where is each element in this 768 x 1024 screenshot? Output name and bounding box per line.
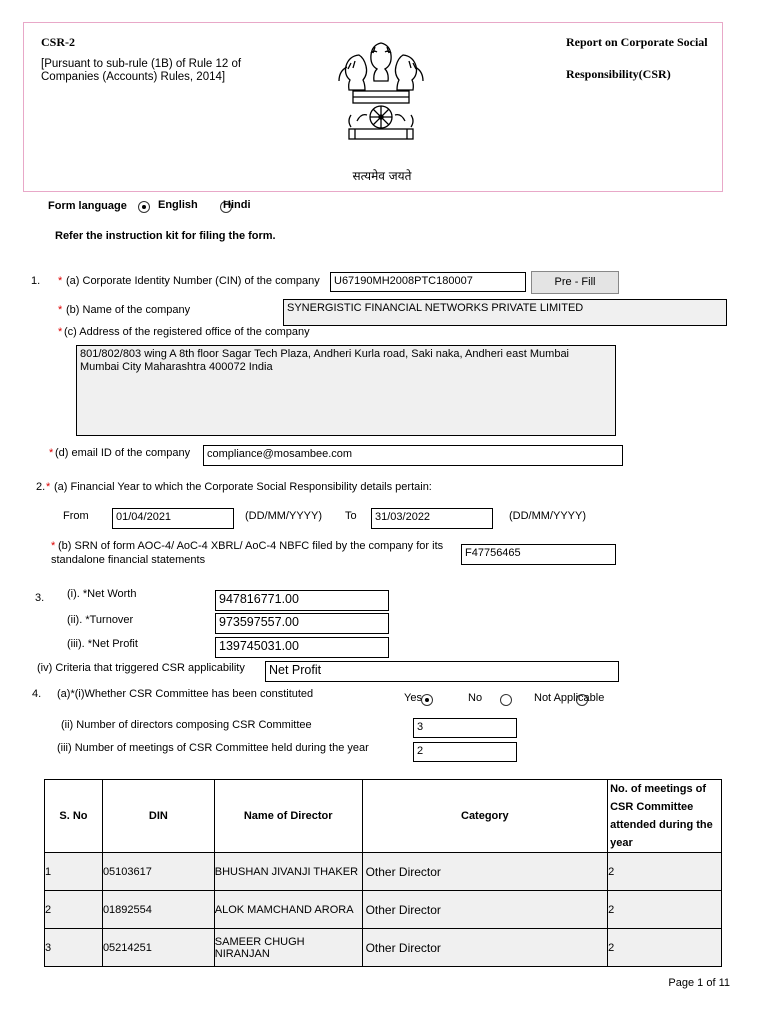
financial-year-label: (a) Financial Year to which the Corporate Social Responsibility details pertain: [54, 481, 432, 493]
from-date-format: (DD/MM/YYYY) [245, 510, 322, 522]
language-english-label: English [158, 199, 198, 211]
prefill-button[interactable]: Pre - Fill [531, 271, 619, 294]
address-label: (c) Address of the registered office of the company [64, 326, 310, 338]
committee-na-label: Not Applicable [534, 692, 605, 704]
cell-sno: 1 [45, 853, 103, 891]
required-mark: * [58, 326, 63, 338]
srn-label-line1: (b) SRN of form AOC-4/ AoC-4 XBRL/ AoC-4 NBFC filed by the company for its [58, 540, 444, 552]
email-field[interactable]: compliance@mosambee.com [203, 445, 623, 466]
committee-no-radio[interactable] [500, 694, 512, 706]
address-line2: Mumbai City Maharashtra 400072 India [80, 361, 273, 373]
turnover-label: (ii). *Turnover [67, 614, 134, 626]
cin-label: (a) Corporate Identity Number (CIN) of the company [66, 275, 320, 287]
cell-din: 01892554 [102, 891, 214, 929]
col-header-meetings-line: CSR Committee [610, 801, 694, 813]
net-worth-field[interactable]: 947816771.00 [215, 590, 389, 611]
cell-name: ALOK MAMCHAND ARORA [214, 891, 362, 929]
company-name-field[interactable]: SYNERGISTIC FINANCIAL NETWORKS PRIVATE LIMITED [283, 299, 727, 326]
required-mark: * [58, 275, 63, 287]
table-row [45, 929, 722, 967]
criteria-field[interactable]: Net Profit [265, 661, 619, 682]
meetings-count-field[interactable]: 2 [413, 742, 517, 762]
required-mark: * [58, 304, 63, 316]
criteria-label: (iv) Criteria that triggered CSR applicability [37, 662, 245, 674]
committee-yes-radio[interactable] [421, 694, 433, 706]
col-header-meetings [608, 780, 722, 853]
srn-field[interactable]: F47756465 [461, 544, 616, 565]
cin-field[interactable]: U67190MH2008PTC180007 [330, 272, 526, 292]
language-hindi-label: Hindi [223, 199, 251, 211]
cell-name: BHUSHAN JIVANJI THAKER [214, 853, 362, 891]
company-name-label: (b) Name of the company [66, 304, 191, 316]
language-english-radio[interactable] [138, 201, 150, 213]
cell-category: Other Director [362, 929, 608, 967]
cell-din: 05214251 [102, 929, 214, 967]
email-label: (d) email ID of the company [55, 447, 191, 459]
committee-yes-label: Yes [404, 692, 422, 704]
form-header [23, 22, 723, 192]
col-header-meetings-line: year [610, 837, 633, 849]
table-row [45, 891, 722, 929]
committee-label: (a)*(i)Whether CSR Committee has been constituted [57, 688, 314, 700]
required-mark: * [51, 540, 56, 552]
col-header-meetings-line: No. of meetings of [610, 783, 707, 795]
cell-category: Other Director [362, 853, 608, 891]
net-worth-label: (i). *Net Worth [67, 588, 137, 600]
required-mark: * [49, 447, 54, 459]
net-profit-label: (iii). *Net Profit [67, 638, 138, 650]
national-emblem-icon [329, 37, 433, 167]
cell-meetings: 2 [608, 929, 722, 967]
cell-name: SAMEER CHUGH NIRANJAN [214, 929, 362, 967]
to-date-field[interactable]: 31/03/2022 [371, 508, 493, 529]
cell-sno: 2 [45, 891, 103, 929]
section2-number: 2. [36, 481, 46, 493]
net-profit-field[interactable]: 139745031.00 [215, 637, 389, 658]
meetings-count-label: (iii) Number of meetings of CSR Committee held during the year [57, 742, 369, 754]
directors-count-field[interactable]: 3 [413, 718, 517, 738]
directors-count-label: (ii) Number of directors composing CSR Committee [61, 719, 312, 731]
cell-category: Other Director [362, 891, 608, 929]
instruction-text: Refer the instruction kit for filing the form. [55, 230, 276, 242]
cell-din: 05103617 [102, 853, 214, 891]
address-line1: 801/802/803 wing A 8th floor Sagar Tech Plaza, Andheri Kurla road, Saki naka, Andheri east Mumbai [80, 348, 570, 360]
section1-number: 1. [31, 275, 41, 287]
form-code: CSR-2 [41, 35, 76, 49]
col-header-sno: S. No [45, 780, 103, 853]
page-number: Page 1 of 11 [668, 977, 730, 989]
cell-meetings: 2 [608, 891, 722, 929]
required-mark: * [46, 481, 51, 493]
table-row [45, 853, 722, 891]
col-header-din: DIN [102, 780, 214, 853]
directors-table [44, 779, 722, 967]
to-label: To [345, 510, 357, 522]
section4-number: 4. [32, 688, 42, 700]
from-label: From [63, 510, 89, 522]
col-header-category: Category [362, 780, 608, 853]
address-field[interactable] [76, 345, 616, 436]
cell-sno: 3 [45, 929, 103, 967]
col-header-meetings-line: attended during the [610, 819, 713, 831]
emblem-caption: सत्यमेव जयते [352, 169, 412, 183]
to-date-format: (DD/MM/YYYY) [509, 510, 586, 522]
section3-number: 3. [35, 592, 45, 604]
srn-label-line2: standalone financial statements [51, 554, 206, 566]
committee-no-label: No [468, 692, 483, 704]
cell-meetings: 2 [608, 853, 722, 891]
form-title-line1: Report on Corporate Social [566, 35, 708, 49]
pursuant-note: [Pursuant to sub-rule (1B) of Rule 12 of Companies (Accounts) Rules, 2014] [41, 58, 242, 83]
col-header-name: Name of Director [214, 780, 362, 853]
form-language-label: Form language [48, 200, 127, 212]
from-date-field[interactable]: 01/04/2021 [112, 508, 234, 529]
form-title-line2: Responsibility(CSR) [566, 67, 671, 81]
turnover-field[interactable]: 973597557.00 [215, 613, 389, 634]
